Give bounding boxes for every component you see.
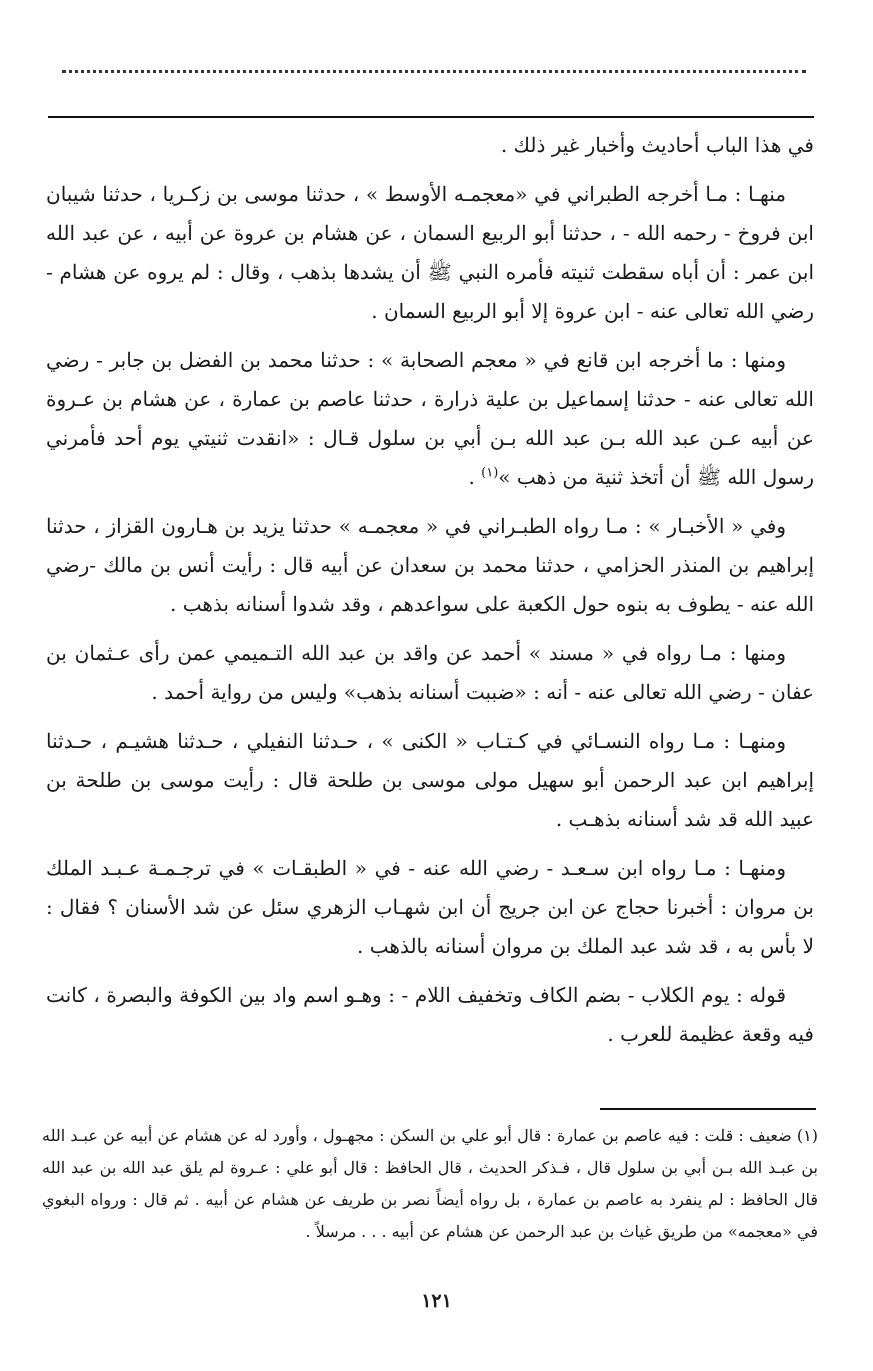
paragraph-ibn-sad: ومنهـا : مـا رواه ابن سـعـد - رضي الله عنه - في « الطبقـات » في ترجـمـة عـبـد الملك بن مروان : أخبرنا حجاج عن ابن جريج أن ابن شهـاب الزهري سئل عن شد الأسنان ؟ فقال : لا بأس به ، قد شد عبد الملك بن مروان أسنانه بالذهب .	[46, 856, 814, 958]
page-number: ١٢١	[421, 1290, 452, 1312]
paragraph-intro: في هذا الباب أحاديث وأخبار غير ذلك .	[500, 133, 814, 157]
footnote-rule	[600, 1108, 816, 1110]
footnote-reference[interactable]: (١)	[481, 465, 499, 481]
paragraph-yawm-alkulab: قوله : يوم الكلاب - بضم الكاف وتخفيف اللام - : وهـو اسم واد بين الكوفة والبصرة ، كانت فيه وقعة عظيمة للعرب .	[46, 983, 814, 1046]
paragraph-ibn-qani	[46, 341, 814, 497]
footnote-1: (١) ضعيف : قلت : فيه عاصم بن عمارة : قال أبو علي بن السكن : مجهـول ، وأورد له عن هشام عن أبيه عن عبـد الله بن عبـد الله بـن أبي بن سلول قال ، فـذكر الحديث ، قال الحافظ : قال أبو علي : عـروة لم يلق عبد الله بن عبد الله قال الحافظ : لم ينفرد به عاصم بن عمارة ، بل رواه أيضاً نصر بن طريف عن هشام عن أبيه . ثم قال : ورواه البغوي في «معجمه» من طريق غياث بن عبد الرحمن عن هشام عن أبيه . . . مرسلاً .	[42, 1126, 819, 1241]
main-text	[46, 126, 814, 1054]
paragraph-ibn-qani-text: ومنها : ما أخرجه ابن قانع في « معجم الصحابة » : حدثنا محمد بن الفضل بن جابر - رضي الله تعالى عنه - حدثنا إسماعيل بن علية ذرارة ، حدثنا عاصم بن عمارة ، عن هشام بن عـروة عن أبيه عـن عبد الله بـن عبد الله بـن أبي بن سلول قـال : «انقدت ثنيتي يوم أحد فأمرني رسول الله ﷺ أن أتخذ ثنية من ذهب »	[46, 348, 814, 489]
paragraph-musnad-ahmad: ومنها : مـا رواه في « مسند » أحمد عن واقد بن عبد الله التـميمي عمن رأى عـثمان بن عفان - رضي الله تعالى عنه - أنه : «ضببت أسنانه بذهب» وليس من رواية أحمد .	[46, 641, 814, 704]
paragraph-tabarani-awsat: منهـا : مـا أخرجه الطبراني في «معجمـه الأوسط » ، حدثنا موسى بن زكـريا ، حدثنا شيبان ابن فروخ - رحمه الله - ، حدثنا أبو الربيع السمان ، عن هشام بن عروة عن أبيه ، عن عبد الله ابن عمر : أن أباه سقطت ثنيته فأمره النبي ﷺ أن يشدها بذهب ، وقال : لم يروه عن هشام - رضي الله تعالى عنه - ابن عروة إلا أبو الربيع السمان .	[46, 182, 814, 323]
top-dotted-rule	[62, 70, 806, 73]
paragraph-nasai: ومنهـا : مـا رواه النسـائي في كـتـاب « الكنى » ، حـدثنا النفيلي ، حـدثنا هشيـم ، حـدثنا إبراهيم ابن عبد الرحمن أبو سهيل مولى موسى بن طلحة قال : رأيت موسى بن طلحة بن عبيد الله قد شد أسنانه بذهـب .	[46, 729, 814, 831]
paragraph-ibn-qani-tail: .	[468, 465, 482, 489]
header-rule	[48, 116, 814, 118]
paragraph-akhbar: وفي « الأخبـار » : مـا رواه الطبـراني في « معجمـه » حدثنا يزيد بن هـارون القزاز ، حدثنا إبراهيم بن المنذر الحزامي ، حدثنا محمد بن سعدان عن أبيه قال : رأيت أنس بن مالك -رضي الله عنه - يطوف به بنوه حول الكعبة على سواعدهم ، وقد شدوا أسنانه بذهب .	[46, 514, 814, 616]
footnotes	[42, 1120, 818, 1248]
